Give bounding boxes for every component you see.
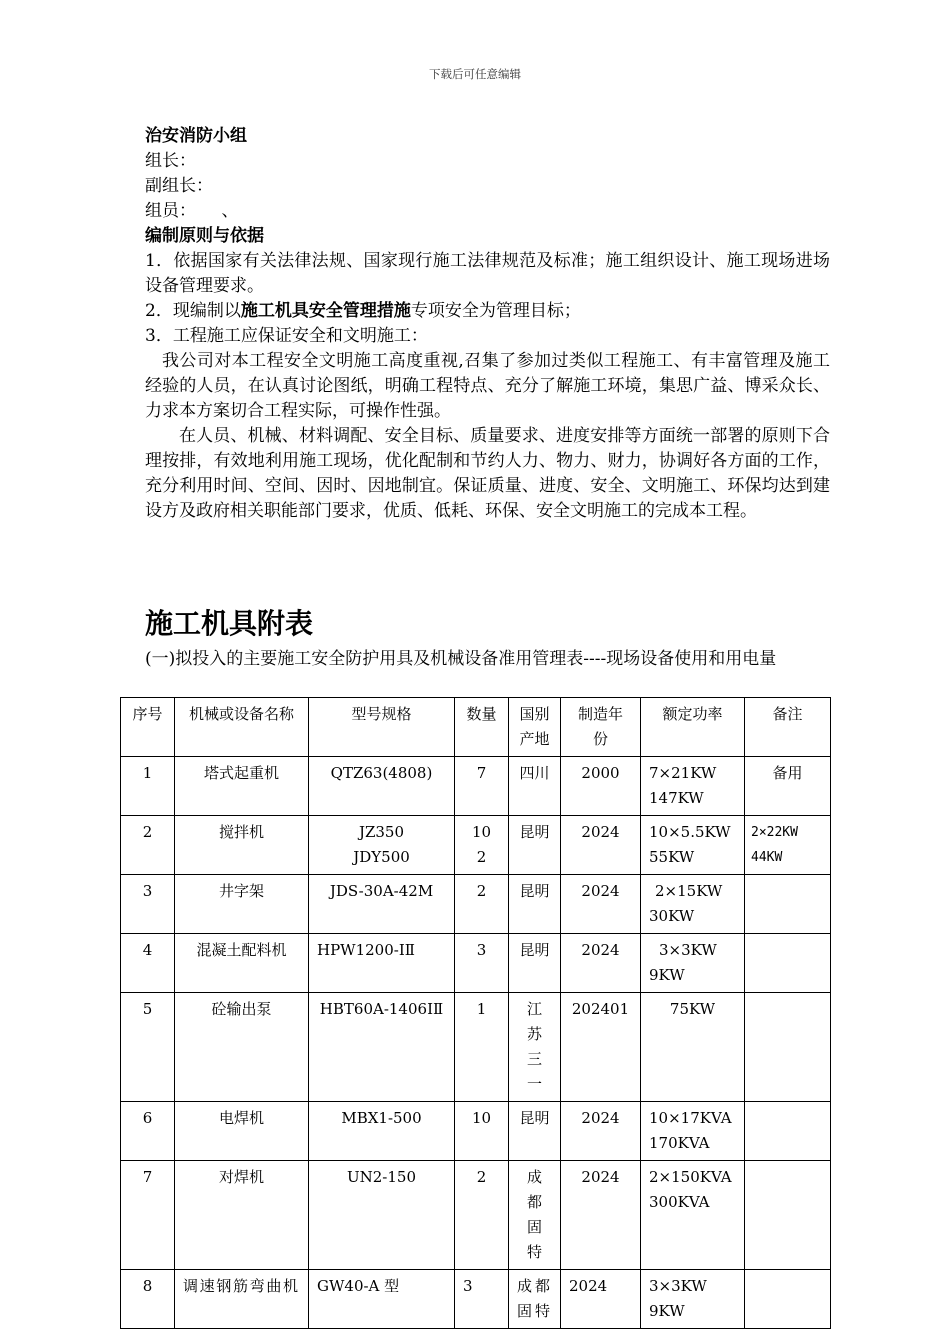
equipment-year: 2024 (561, 1102, 641, 1161)
equipment-power: 2×15KW 30KW (641, 875, 745, 934)
equipment-year: 2024 (561, 1270, 641, 1329)
equipment-qty: 7 (455, 757, 509, 816)
equipment-model: HBT60A-1406ⅠⅡ (309, 993, 455, 1102)
table-row (121, 816, 831, 875)
equipment-model: UN2-150 (309, 1161, 455, 1270)
equipment-qty: 3 (455, 934, 509, 993)
group-deputy: 副组长： (145, 176, 213, 196)
row-number: 2 (121, 816, 175, 875)
equipment-power: 3×3KW 9KW (641, 1270, 745, 1329)
equipment-note (745, 1270, 831, 1329)
equipment-power: 10×17KVA 170KVA (641, 1102, 745, 1161)
equipment-power: 2×150KVA 300KVA (641, 1161, 745, 1270)
equipment-name: 砼输出泵 (175, 993, 309, 1102)
equipment-qty: 3 (455, 1270, 509, 1329)
row-number: 3 (121, 875, 175, 934)
equipment-note (745, 1102, 831, 1161)
equipment-model: QTZ63(4808) (309, 757, 455, 816)
header-cell: 制造年份 (561, 698, 641, 757)
table-row (121, 757, 831, 816)
equipment-qty: 2 (455, 1161, 509, 1270)
principle-item-3: 3．工程施工应保证安全和文明施工： (145, 326, 428, 346)
principle-item-2-post: 专项安全为管理目标； (410, 301, 581, 321)
equipment-year: 2024 (561, 934, 641, 993)
equipment-name: 塔式起重机 (175, 757, 309, 816)
equipment-origin: 昆明 (509, 934, 561, 993)
row-number: 7 (121, 1161, 175, 1270)
equipment-name: 井字架 (175, 875, 309, 934)
equipment-qty: 1 (455, 993, 509, 1102)
equipment-name: 调速钢筋弯曲机 (175, 1270, 309, 1329)
table-header-row (121, 698, 831, 757)
equipment-power: 75KW (641, 993, 745, 1102)
security-group-title: 治安消防小组 (145, 126, 247, 146)
appendix-title: 施工机具附表 (145, 607, 314, 640)
equipment-origin: 昆明 (509, 816, 561, 875)
equipment-note: 2×22KW 44KW (745, 816, 831, 875)
equipment-model: JZ350 JDY500 (309, 816, 455, 875)
principle-item-2-pre: 2．现编制以 (145, 301, 241, 321)
header-cell: 备注 (745, 698, 831, 757)
equipment-year: 2000 (561, 757, 641, 816)
header-note: 下载后可任意编辑 (429, 67, 521, 81)
principles-title: 编制原则与依据 (145, 226, 264, 246)
equipment-model: JDS-30A-42M (309, 875, 455, 934)
equipment-year: 202401 (561, 993, 641, 1102)
principle-item-2 (145, 299, 830, 324)
equipment-year: 2024 (561, 875, 641, 934)
appendix-subtitle: (一)拟投入的主要施工安全防护用具及机械设备准用管理表----现场设备使用和用电量 (145, 649, 777, 669)
equipment-qty: 10 2 (455, 816, 509, 875)
equipment-note: 备用 (745, 757, 831, 816)
row-number: 8 (121, 1270, 175, 1329)
principle-item-2-bold: 施工机具安全管理措施 (240, 301, 411, 321)
row-number: 1 (121, 757, 175, 816)
equipment-model: GW40-A 型 (309, 1270, 455, 1329)
equipment-origin: 成都固特 (509, 1270, 561, 1329)
equipment-note (745, 875, 831, 934)
equipment-origin: 四川 (509, 757, 561, 816)
equipment-table (120, 697, 831, 1329)
equipment-name: 搅拌机 (175, 816, 309, 875)
table-row (121, 934, 831, 993)
equipment-power: 10×5.5KW 55KW (641, 816, 745, 875)
document-body (145, 124, 830, 524)
principle-paragraph-2: 在人员、机械、材料调配、安全目标、质量要求、进度安排等方面统一部署的原则下合理按排，有效地利用施工现场，优化配制和节约人力、物力、财力，协调好各方面的工作，充分利用时间、空间、因时、因地制宜。保证质量、进度、安全、文明施工、环保均达到建设方及政府相关职能部门要求，优质、低耗、环保、安全文明施工的完成本工程。 (145, 426, 830, 521)
equipment-year: 2024 (561, 1161, 641, 1270)
equipment-origin: 昆明 (509, 875, 561, 934)
table-row (121, 1102, 831, 1161)
equipment-name: 对焊机 (175, 1161, 309, 1270)
table-row (121, 875, 831, 934)
equipment-origin: 成都固特 (509, 1161, 561, 1270)
row-number: 5 (121, 993, 175, 1102)
header-cell: 机械或设备名称 (175, 698, 309, 757)
equipment-note (745, 1161, 831, 1270)
equipment-power: 3×3KW 9KW (641, 934, 745, 993)
row-number: 6 (121, 1102, 175, 1161)
equipment-model: HPW1200-ⅠⅡ (309, 934, 455, 993)
header-cell: 国别产地 (509, 698, 561, 757)
equipment-note (745, 993, 831, 1102)
equipment-name: 混凝土配料机 (175, 934, 309, 993)
principle-paragraph-1: 我公司对本工程安全文明施工高度重视,召集了参加过类似工程施工、有丰富管理及施工经验的人员，在认真讨论图纸，明确工程特点、充分了解施工环境，集思广益、博采众长、力求本方案切合工程实际，可操作性强。 (145, 351, 830, 421)
equipment-note (745, 934, 831, 993)
row-number: 4 (121, 934, 175, 993)
header-cell: 数量 (455, 698, 509, 757)
equipment-year: 2024 (561, 816, 641, 875)
equipment-name: 电焊机 (175, 1102, 309, 1161)
equipment-qty: 2 (455, 875, 509, 934)
equipment-model: MBX1-500 (309, 1102, 455, 1161)
header-cell: 额定功率 (641, 698, 745, 757)
table-row (121, 993, 831, 1102)
table-row (121, 1270, 831, 1329)
group-leader: 组长： (145, 151, 196, 171)
principle-item-1: 1．依据国家有关法律法规、国家现行施工法律规范及标准；施工组织设计、施工现场进场设备管理要求。 (145, 251, 830, 296)
equipment-qty: 10 (455, 1102, 509, 1161)
header-cell: 型号规格 (309, 698, 455, 757)
table-row (121, 1161, 831, 1270)
equipment-origin: 江苏三一 (509, 993, 561, 1102)
group-members: 组员： 、 (145, 201, 239, 221)
equipment-power: 7×21KW 147KW (641, 757, 745, 816)
equipment-origin: 昆明 (509, 1102, 561, 1161)
header-cell: 序号 (121, 698, 175, 757)
